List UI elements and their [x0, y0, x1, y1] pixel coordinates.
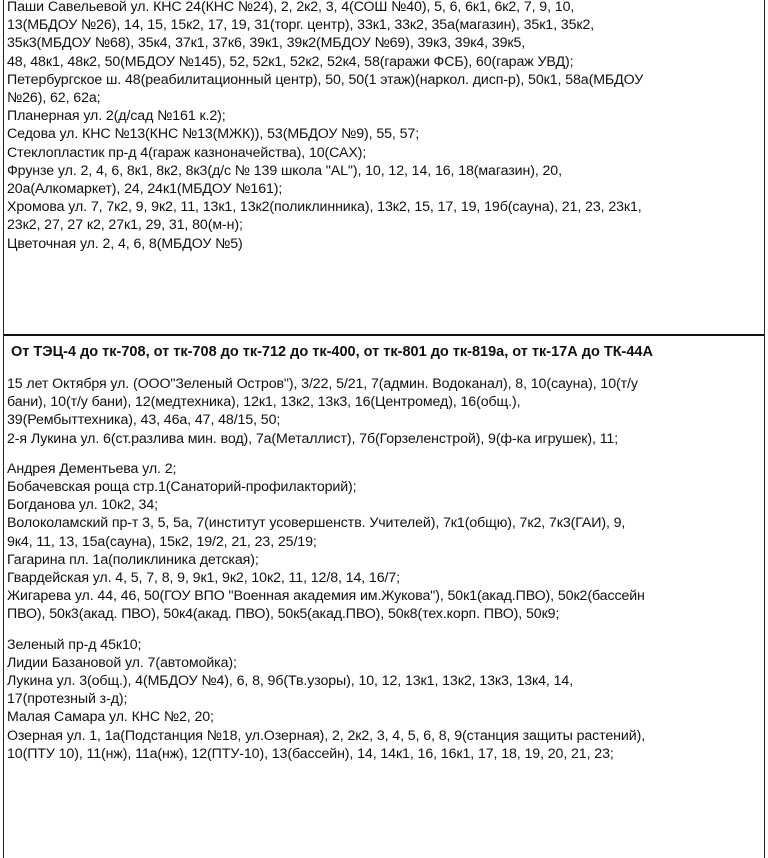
address-line: Бобачевская роща стр.1(Санаторий-профилакторий); [7, 479, 357, 496]
address-line: Малая Самара ул. КНС №2, 20; [7, 709, 214, 726]
address-line: 13(МБДОУ №26), 14, 15, 15к2, 17, 19, 31(торг. центр), 33к1, 33к2, 35а(магазин), 35к1, 35к2, [7, 17, 595, 34]
address-line: Богданова ул. 10к2, 34; [7, 497, 158, 514]
section-top [4, 0, 764, 336]
address-line: Озерная ул. 1, 1а(Подстанция №18, ул.Озерная), 2, 2к2, 3, 4, 5, 6, 8, 9(станция защиты растений), [7, 727, 646, 744]
address-line: Хромова ул. 7, 7к2, 9, 9к2, 11, 13к1, 13к2(поликлинника), 13к2, 15, 17, 19, 19б(сауна), 21, 23, 23к1, [7, 199, 642, 216]
address-line: 17(протезный з-д); [7, 691, 128, 708]
address-line: ПВО), 50к3(акад. ПВО), 50к4(акад. ПВО), 50к5(акад.ПВО), 50к8(тех.корп. ПВО), 50к9; [7, 606, 560, 623]
address-line: 20а(Алкомаркет), 24, 24к1(МБДОУ №161); [7, 181, 283, 198]
address-line: 35к3(МБДОУ №68), 35к4, 37к1, 37к6, 39к1, 39к2(МБДОУ №69), 39к3, 39к4, 39к5, [7, 35, 526, 52]
address-line: Фрунзе ул. 2, 4, 6, 8к1, 8к2, 8к3(д/с № 139 школа "AL"), 10, 12, 14, 16, 18(магазин), 20, [7, 162, 562, 179]
address-line: 39(Рембыттехника), 43, 46а, 47, 48/15, 50; [7, 412, 281, 429]
address-line: 15 лет Октября ул. (ООО"Зеленый Остров"), 3/22, 5/21, 7(админ. Водоканал), 8, 10(сауна), 10(т/у [7, 376, 638, 392]
address-line: Стеклопластик пр-д 4(гараж казноначейства), 10(САХ); [7, 144, 367, 161]
address-table [3, 0, 765, 858]
address-line: 48, 48к1, 48к2, 50(МБДОУ №145), 52, 52к1, 52к2, 52к4, 58(гаражи ФСБ), 60(гараж УВД); [7, 53, 574, 70]
address-line: 2-я Лукина ул. 6(ст.разлива мин. вод), 7а(Металлист), 7б(Горзеленстрой), 9(ф-ка игрушек), 11; [7, 430, 619, 447]
address-line: Цветочная ул. 2, 4, 6, 8(МБДОУ №5) [7, 235, 243, 252]
address-line: Волоколамский пр-т 3, 5, 5а, 7(институт усовершенств. Учителей), 7к1(общю), 7к2, 7к3(ГАИ), 9, [7, 515, 626, 532]
address-line: Паши Савельевой ул. КНС 24(КНС №24), 2, 2к2, 3, 4(СОШ №40), 5, 6, 6к1, 6к2, 7, 9, 10, [7, 0, 575, 15]
address-line: Зеленый пр-д 45к10; [7, 636, 142, 653]
address-line: Гагарина пл. 1а(поликлиника детская); [7, 551, 259, 568]
address-line: 9к4, 11, 13, 15а(сауна), 15к2, 19/2, 21, 23, 25/19; [7, 533, 317, 550]
address-line: Седова ул. КНС №13(КНС №13(МЖК)), 53(МБДОУ №9), 55, 57; [7, 126, 420, 143]
address-line: №26), 62, 62а; [7, 90, 101, 107]
section-header: От ТЭЦ-4 до тк-708, от тк-708 до тк-712 до тк-400, от тк-801 до тк-819а, от тк-17А до ТК-44А [11, 344, 653, 360]
address-line: Лукина ул. 3(общ.), 4(МБДОУ №4), 6, 8, 9б(Тв.узоры), 10, 12, 13к1, 13к2, 13к3, 13к4, 14, [7, 673, 574, 690]
address-line: Лидии Базановой ул. 7(автомойка); [7, 654, 237, 671]
address-line: 23к2, 27, 27 к2, 27к1, 29, 31, 80(м-н); [7, 217, 243, 234]
address-line: 10(ПТУ 10), 11(нж), 11а(нж), 12(ПТУ-10), 13(бассейн), 14, 14к1, 16, 16к1, 17, 18, 19, 20, 21, 23; [7, 745, 614, 762]
address-line: Жигарева ул. 44, 46, 50(ГОУ ВПО "Военная академия им.Жукова"), 50к1(акад.ПВО), 50к2(бассейн [7, 588, 645, 605]
address-line: Петербургское ш. 48(реабилитационный центр), 50, 50(1 этаж)(наркол. дисп-р), 50к1, 58а(МБДОУ [7, 71, 644, 88]
address-line: бани), 10(т/у бани), 12(медтехника), 12к1, 13к2, 13к3, 16(Центромед), 16(общ.), [7, 394, 521, 411]
address-line: Гвардейская ул. 4, 5, 7, 8, 9, 9к1, 9к2, 10к2, 11, 12/8, 14, 16/7; [7, 570, 400, 587]
section-bottom [4, 338, 764, 858]
address-line: Планерная ул. 2(д/сад №161 к.2); [7, 108, 226, 125]
address-line: Андрея Дементьева ул. 2; [7, 460, 177, 477]
